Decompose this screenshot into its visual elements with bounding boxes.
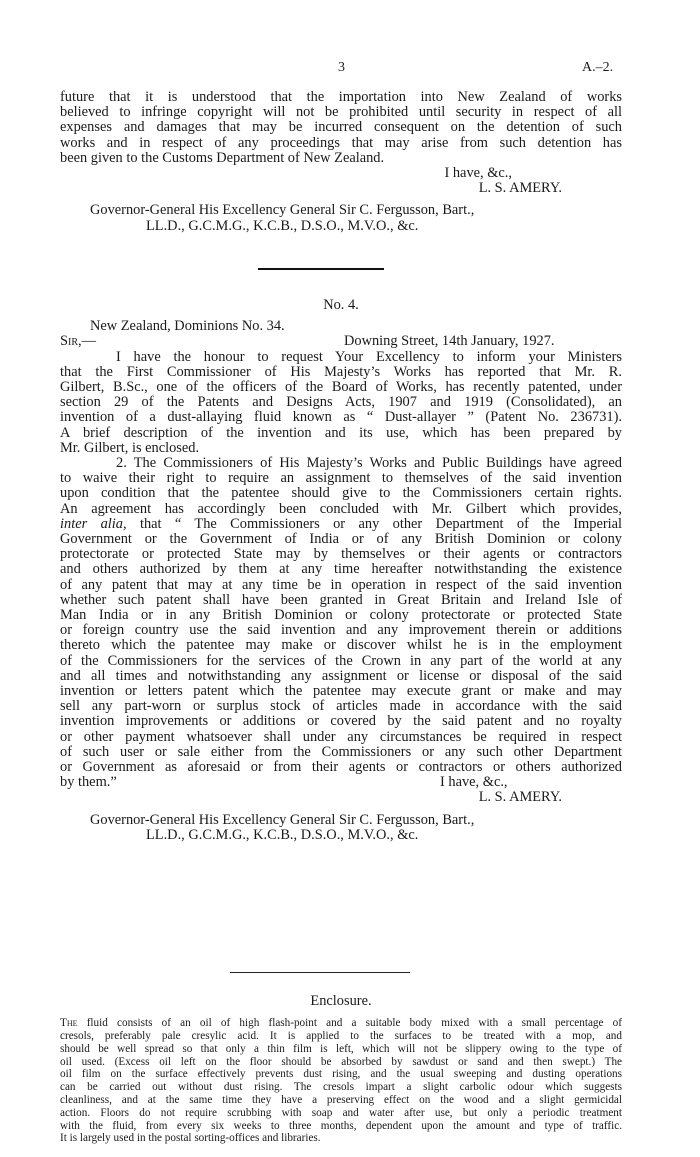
paragraph-last-line: by them.” [60,774,117,791]
text-line: oil used. (Excess oil left on the floor should be absorbed by sawdust or sand and then swept.) The [60,1055,622,1068]
text-line: Mr. Gilbert, is enclosed. [60,439,200,456]
italic-phrase: inter alia, [60,515,127,532]
signature: L. S. AMERY. [478,789,562,806]
text-line: I have the honour to request Your Excellency to inform your Ministers [116,348,622,365]
salutation-row [60,334,622,349]
previous-letter-continuation [60,90,622,234]
closing-phrase: I have, &c., [440,774,508,791]
dateline: Downing Street, 14th January, 1927. [344,333,555,350]
text-line: believed to infringe copyright will not be prohibited until security in respect of all [60,104,622,121]
text-line: of any patent that may at any time be in operation in respect of the said invention [60,576,622,593]
paragraph-2-body [60,532,622,775]
letter-no-4 [60,298,622,843]
text-line: A brief description of the invention and its use, which has been prepared by [60,424,622,441]
text-line: can be carried out without dust rising. The cresols impart a slight carbolic odour which suggests [60,1081,622,1094]
text-line: invention improvements or additions or covered by the said patent and no royalty [60,713,622,730]
text-line: cleanliness, and at the same time they have a preserving effect on the wood and a slight germicidal [60,1093,622,1106]
text-line: future that it is understood that the importation into New Zealand of works [60,89,622,105]
enclosure-body [60,1030,622,1132]
enclosure-last-line: It is largely used in the postal sorting-offices and libraries. [60,1132,321,1145]
text-line: oil film on the surface effectively prevents dust rising, and the usual sweeping and dusting operations [60,1068,622,1081]
closing-row [60,775,622,790]
dispatch-reference: New Zealand, Dominions No. 34. [90,318,285,335]
parliamentary-reference: A.–2. [582,60,614,75]
addressee-honours: LL.D., G.C.M.G., K.C.B., D.S.O., M.V.O., &c. [146,217,419,234]
text-line: or other payment whatsoever shall under any circumstances be required in respect [60,728,622,745]
text-line: thereto which the patentee may make or discover whilst he is in the employment [60,637,622,654]
text-line: expenses and damages that may be incurred consequent on the detention of such [60,119,622,136]
enclosure-divider [230,972,410,973]
text-line: Man India or in any British Dominion or colony protectorate or protected State [60,607,622,624]
text-line: works and in respect of any proceedings that may arise from such detention has [60,134,622,151]
text-line: section 29 of the Patents and Designs Acts, 1907 and 1919 (Consolidated), an [60,394,622,411]
text-line: protectorate or protected State may by themselves or their agents or contractors [60,546,622,563]
text-line: or foreign country use the said invention and any improvement therein or additions [60,622,622,639]
enclosure-text [60,1017,622,1145]
section-divider [258,268,384,270]
text-line: or Government as aforesaid or from their agents or contractors or others authorized [60,759,622,776]
letter-number: No. 4. [323,297,359,313]
enclosure-heading: Enclosure. [310,993,372,1009]
text-line: of such user or sale either from the Commissioners or any such other Department [60,743,622,760]
paragraph-1 [60,350,622,456]
addressee-honours: LL.D., G.C.M.G., K.C.B., D.S.O., M.V.O., &c. [146,826,419,843]
enclosure-line: The fluid consists of an oil of high flash-point and a suitable body mixed with a small percentage of [60,1017,622,1030]
enclosure [60,994,622,1145]
page-number: 3 [338,60,345,75]
text-line: invention or letters patent which the patentee may execute grant or make and may [60,683,622,700]
text-line: should be well spread so that only a thin film is left, which will not be slippery owing to the type of [60,1042,622,1055]
text-line: and all times and notwithstanding any assignment or license or disposal of the said [60,667,622,684]
text-line: and others authorized by them at any time hereafter notwithstanding the existence [60,561,622,578]
text-line: with the fluid, from every six weeks to three months, dependent upon the amount and type of traffic. [60,1119,622,1132]
addressee-line: Governor-General His Excellency General Sir C. Fergusson, Bart., [90,202,475,219]
text-line: of the Commissioners for the services of the Crown in any part of the world at any [60,652,622,669]
continuation-paragraph [60,90,622,166]
text-line: action. Floors do not require scrubbing with soap and water after use, but only a periodic treatment [60,1106,622,1119]
paragraph-2 [60,456,622,790]
text-line: that the First Commissioner of His Majesty’s Works has reported that Mr. R. [60,363,622,380]
closing-phrase: I have, &c., [444,165,512,182]
paragraph-line: An agreement has accordingly been concluded with Mr. Gilbert which provides, [60,500,622,517]
text-line: Gilbert, B.Sc., one of the officers of the Board of Works, has recently patented, under [60,379,622,395]
text-line: cresols, preferably pale cresylic acid. It is applied to the surfaces to be treated with a mop, and [60,1030,622,1042]
text-line: sell any part-worn or surplus stock of articles made in accordance with the said [60,698,622,715]
paragraph-line: 2. The Commissioners of His Majesty’s Works and Public Buildings have agreed [116,455,622,472]
paragraph-line: upon condition that the patentee should give to the Commissioners certain rights. [60,485,622,502]
text-line: been given to the Customs Department of New Zealand. [60,149,385,166]
paragraph-line: to waive their right to require an assignment to themselves of the said invention [60,470,622,487]
text-line: Government or the Government of India or of any British Dominion or colony [60,531,622,548]
text-line: invention of a dust-allaying fluid known as “ Dust-allayer ” (Patent No. 236731). [60,409,622,426]
text-line: whether such patent shall have been granted in Great Britain and Ireland Isle of [60,591,622,608]
addressee-line: Governor-General His Excellency General Sir C. Fergusson, Bart., [90,811,475,828]
signature: L. S. AMERY. [478,180,562,197]
page-header [0,60,700,80]
salutation: Sir,— [60,333,97,350]
paragraph-line: inter alia, that “ The Commissioners or any other Department of the Imperial [60,515,623,532]
